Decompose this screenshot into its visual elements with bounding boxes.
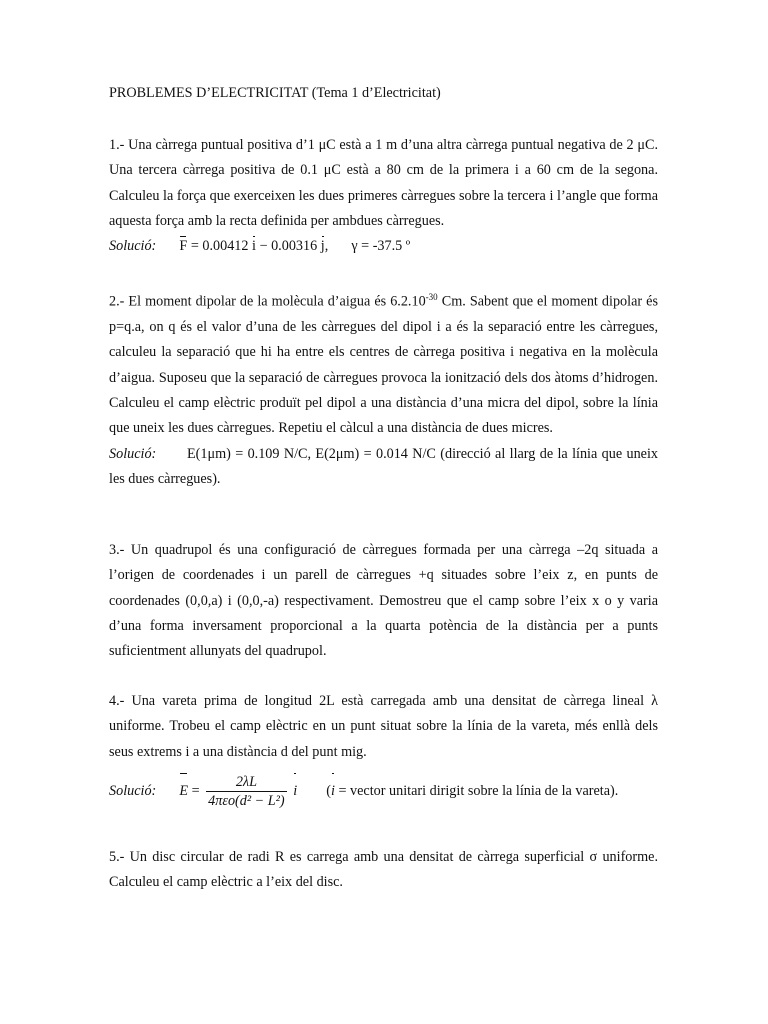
problem-5 <box>109 845 658 896</box>
force-y-value: − 0.00316 <box>259 238 318 255</box>
separator: , <box>324 238 329 255</box>
solution-note: = vector unitari dirigit sobre la línia de la vareta). <box>334 782 619 799</box>
problem-2-text-b: Cm. Sabent que el moment dipolar és p=q.a, on q és el valor d’una de les càrregues del dipol i a és la separació entre les càrregues, calculeu la separació que hi ha entre els centres de càrrega positiva i negativa en la molècula d’aigua. Suposeu que la separació de càrregues provoca la ionització dels dos àtoms d’hidrogen. Calculeu el camp elèctric produït pel dipol a una distància d’una micra del dipol, sobre la línia que uneix les dues càrregues. Repetiu el càlcul a una distància de dues micres. <box>109 293 658 437</box>
force-x-value: = 0.00412 <box>190 238 249 255</box>
unit-vector-i: i <box>252 234 256 259</box>
problem-2 <box>109 285 658 492</box>
problem-4 <box>109 689 658 811</box>
unit-vector-i-note: i <box>331 771 335 811</box>
exponent: -30 <box>425 292 438 302</box>
fraction-numerator: 2λL <box>235 774 257 791</box>
field-vector-symbol: E <box>179 771 188 811</box>
field-2-micron: E(2μm) = 0.014 N/C <box>315 445 436 462</box>
problem-5-text: 5.- Un disc circular de radi R es carrega amb una densitat de càrrega superficial σ uniforme. Calculeu el camp elèctric a l’eix del disc. <box>109 849 658 891</box>
field-fraction <box>206 773 287 810</box>
solution-note: (direcció al llarg de la línia que uneix les dues càrregues). <box>109 445 658 487</box>
field-1-micron: E(1μm) = 0.109 N/C, <box>187 445 312 462</box>
solution-label: Solució: <box>109 782 157 799</box>
angle-value: γ = -37.5 º <box>351 238 411 255</box>
problem-1-text: 1.- Una càrrega puntual positiva d’1 μC està a 1 m d’una altra càrrega puntual negativa de 2 μC. Una tercera càrrega positiva de 0.1 μC està a 80 cm de la primera i a 60 cm de la segona. Calculeu la força que exerceixen les dues primeres càrregues sobre la tercera i l’angle que forma aquesta força amb la recta definida per ambdues càrregues. <box>109 137 658 229</box>
problem-1-solution <box>109 234 658 259</box>
equals-sign: = <box>191 782 200 799</box>
solution-label: Solució: <box>109 238 157 255</box>
problem-2-text-a: 2.- El moment dipolar de la molècula d’aigua és 6.2.10 <box>109 293 426 310</box>
page-title: PROBLEMES D’ELECTRICITAT (Tema 1 d’Electricitat) <box>109 85 441 101</box>
fraction-denominator: 4πεo(d² − L²) <box>208 793 285 810</box>
problem-3-text: 3.- Un quadrupol és una configuració de càrregues formada per una càrrega –2q situada a l’origen de coordenades i un parell de càrregues +q situades sobre l’eix z, en punts de coordenades (0,0,a) i (0,0,-a) respectivament. Demostreu que el camp sobre l’eix x o y varia d’una forma inversament proporcional a la quarta potència de la distància per a punts suficientment allunyats del quadrupol. <box>109 542 658 660</box>
unit-vector-j: j <box>321 234 325 259</box>
force-vector-symbol: F <box>179 234 187 259</box>
problem-1 <box>109 133 658 259</box>
problem-2-solution <box>109 442 658 493</box>
problem-3 <box>109 538 658 664</box>
problem-4-text: 4.- Una vareta prima de longitud 2L està carregada amb una densitat de càrrega lineal λ uniforme. Trobeu el camp elèctric en un punt situat sobre la línia de la vareta, més enllà dels seus extrems i a una distància d del punt mig. <box>109 693 658 760</box>
problem-2-text <box>109 285 658 442</box>
note-open-paren: ( <box>326 782 331 799</box>
unit-vector-i: i <box>293 771 297 811</box>
problem-4-solution <box>109 771 658 811</box>
solution-label: Solució: <box>109 445 157 462</box>
